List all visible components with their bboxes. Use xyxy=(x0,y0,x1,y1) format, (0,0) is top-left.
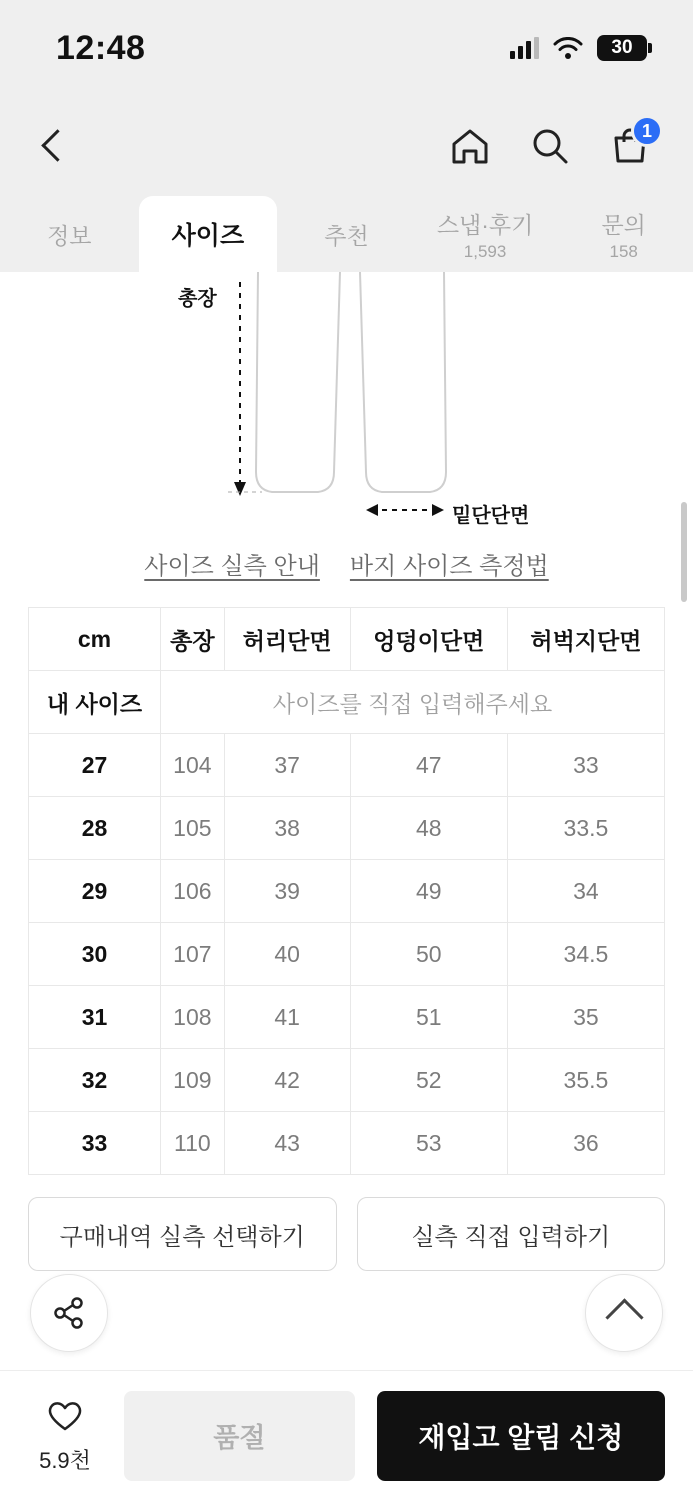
soldout-button: 품절 xyxy=(124,1391,355,1481)
tab-recommend-label: 추천 xyxy=(324,222,369,249)
header-total-length: 총장 xyxy=(161,608,225,671)
back-icon[interactable] xyxy=(36,129,70,163)
wifi-icon xyxy=(553,37,583,59)
tab-snap-review[interactable] xyxy=(416,196,555,272)
size-guide-links xyxy=(0,522,693,607)
pants-measurement-diagram xyxy=(0,272,693,527)
tab-info[interactable] xyxy=(0,196,139,272)
row-size-label: 33 xyxy=(29,1112,161,1175)
table-row xyxy=(29,986,665,1049)
nav-left xyxy=(36,129,70,163)
tab-snap-review-label: 스냅·후기 xyxy=(436,211,534,238)
cell-total-length: 105 xyxy=(161,797,225,860)
tab-inquiry-count: 158 xyxy=(609,241,638,261)
battery-level: 30 xyxy=(611,37,633,58)
cell-thigh: 33.5 xyxy=(507,797,664,860)
row-size-label: 29 xyxy=(29,860,161,923)
cell-waist: 38 xyxy=(224,797,350,860)
like-button[interactable] xyxy=(28,1397,102,1475)
cell-total-length: 104 xyxy=(161,734,225,797)
tab-inquiry-label: 문의 xyxy=(601,211,646,238)
cell-total-length: 106 xyxy=(161,860,225,923)
cell-thigh: 34 xyxy=(507,860,664,923)
tab-info-label: 정보 xyxy=(47,222,92,249)
cell-thigh: 33 xyxy=(507,734,664,797)
diagram-label-hem-width: 밑단단면 xyxy=(452,505,530,527)
tab-recommend[interactable] xyxy=(277,196,416,272)
size-table xyxy=(28,607,665,1175)
status-time: 12:48 xyxy=(56,28,146,67)
cell-thigh: 35 xyxy=(507,986,664,1049)
status-bar xyxy=(0,0,693,96)
tab-inquiry[interactable] xyxy=(554,196,693,272)
cell-waist: 43 xyxy=(224,1112,350,1175)
table-row xyxy=(29,860,665,923)
table-row xyxy=(29,1049,665,1112)
cell-hip: 50 xyxy=(350,923,507,986)
enter-measurement-manually-button[interactable]: 실측 직접 입력하기 xyxy=(357,1197,666,1271)
table-row xyxy=(29,1112,665,1175)
select-from-purchase-history-button[interactable]: 구매내역 실측 선택하기 xyxy=(28,1197,337,1271)
size-table-wrap xyxy=(0,607,693,1175)
cell-hip: 49 xyxy=(350,860,507,923)
cell-hip: 48 xyxy=(350,797,507,860)
search-icon[interactable] xyxy=(527,123,573,169)
cell-total-length: 110 xyxy=(161,1112,225,1175)
header-hip: 엉덩이단면 xyxy=(350,608,507,671)
table-row xyxy=(29,923,665,986)
nav-bar xyxy=(0,96,693,196)
table-row xyxy=(29,797,665,860)
link-pants-measure-method[interactable]: 바지 사이즈 측정법 xyxy=(349,553,549,580)
tab-size[interactable] xyxy=(139,196,278,272)
row-size-label: 30 xyxy=(29,923,161,986)
cell-thigh: 35.5 xyxy=(507,1049,664,1112)
cell-hip: 47 xyxy=(350,734,507,797)
diagram-label-total-length: 총장 xyxy=(178,288,217,310)
cart-icon[interactable] xyxy=(607,120,653,169)
cell-hip: 51 xyxy=(350,986,507,1049)
cell-waist: 42 xyxy=(224,1049,350,1112)
my-size-input[interactable]: 사이즈를 직접 입력해주세요 xyxy=(161,671,665,734)
chevron-up-icon[interactable] xyxy=(585,1274,663,1352)
home-icon[interactable] xyxy=(447,123,493,169)
header-waist: 허리단면 xyxy=(224,608,350,671)
row-size-label: 31 xyxy=(29,986,161,1049)
battery-icon xyxy=(597,35,647,61)
restock-notify-button[interactable]: 재입고 알림 신청 xyxy=(377,1391,665,1481)
link-size-measure-guide[interactable]: 사이즈 실측 안내 xyxy=(144,553,320,580)
size-table-header-row xyxy=(29,608,665,671)
heart-icon xyxy=(45,1397,85,1438)
cell-waist: 39 xyxy=(224,860,350,923)
my-size-label: 내 사이즈 xyxy=(29,671,161,734)
status-indicators xyxy=(510,35,647,61)
cell-waist: 40 xyxy=(224,923,350,986)
size-tab-content xyxy=(0,272,693,1370)
cell-total-length: 108 xyxy=(161,986,225,1049)
header-thigh: 허벅지단면 xyxy=(507,608,664,671)
tab-bar xyxy=(0,196,693,272)
scrollbar[interactable] xyxy=(681,502,687,602)
cell-total-length: 107 xyxy=(161,923,225,986)
cell-hip: 53 xyxy=(350,1112,507,1175)
tab-size-label: 사이즈 xyxy=(171,222,245,250)
row-size-label: 28 xyxy=(29,797,161,860)
share-icon[interactable] xyxy=(30,1274,108,1352)
row-size-label: 32 xyxy=(29,1049,161,1112)
cellular-signal-icon xyxy=(510,37,539,59)
row-size-label: 27 xyxy=(29,734,161,797)
header-cm: cm xyxy=(29,608,161,671)
like-count: 5.9천 xyxy=(39,1447,91,1473)
cell-hip: 52 xyxy=(350,1049,507,1112)
my-size-row[interactable] xyxy=(29,671,665,734)
tab-snap-review-count: 1,593 xyxy=(463,241,507,261)
cell-thigh: 36 xyxy=(507,1112,664,1175)
table-row xyxy=(29,734,665,797)
cell-waist: 37 xyxy=(224,734,350,797)
cell-thigh: 34.5 xyxy=(507,923,664,986)
pants-outline-svg xyxy=(0,272,693,522)
measurement-actions xyxy=(0,1175,693,1271)
cell-total-length: 109 xyxy=(161,1049,225,1112)
cell-waist: 41 xyxy=(224,986,350,1049)
nav-right xyxy=(447,120,653,169)
bottom-action-bar xyxy=(0,1370,693,1500)
cart-badge: 1 xyxy=(631,115,663,147)
